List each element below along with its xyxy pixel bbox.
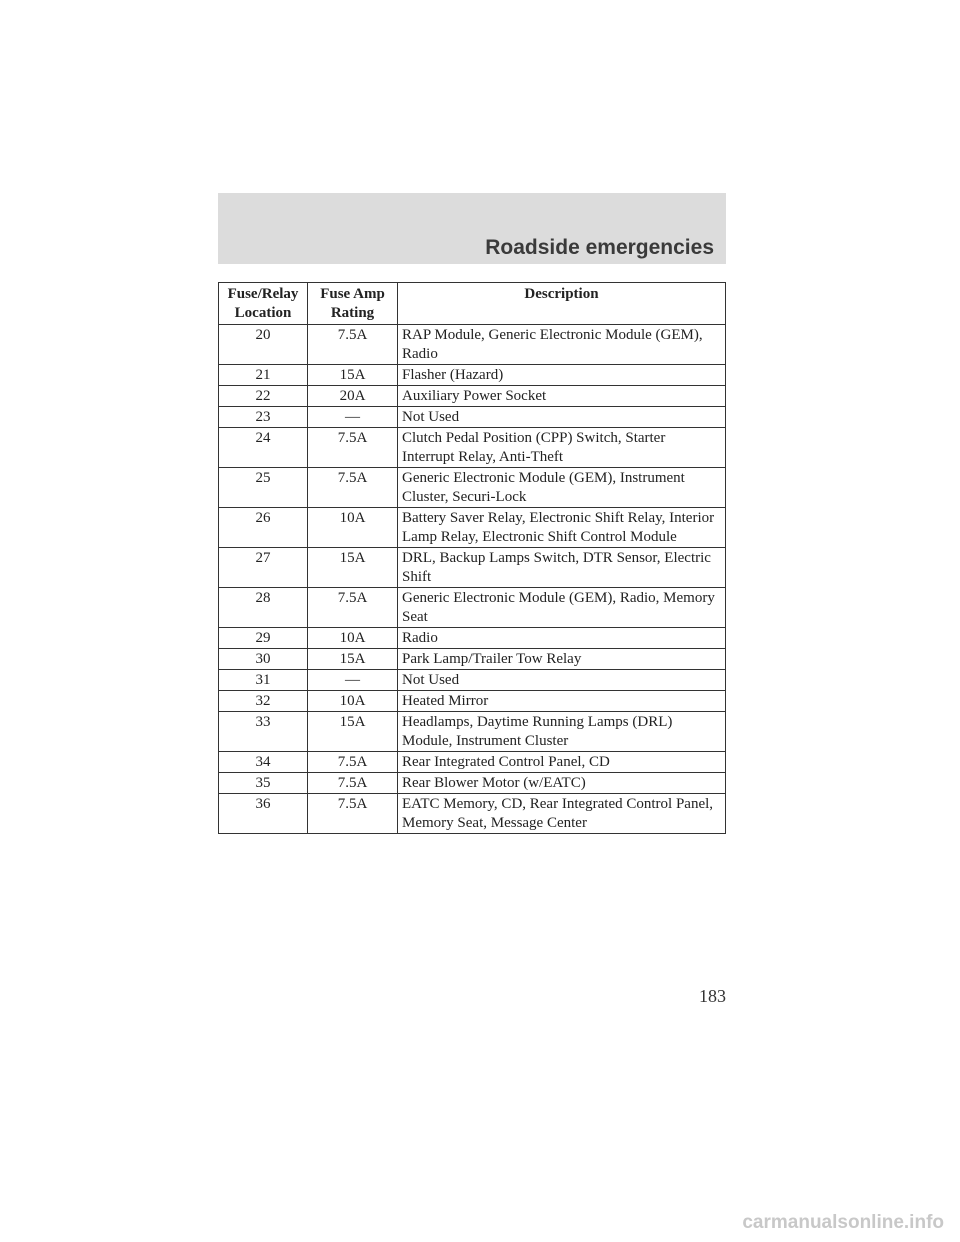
- section-header-band: [218, 193, 726, 264]
- header-line: Fuse/Relay: [227, 286, 299, 302]
- header-line: Fuse Amp: [320, 286, 385, 302]
- cell-description: Radio: [398, 628, 726, 649]
- table-row: [219, 628, 726, 649]
- cell-rating: —: [308, 670, 398, 691]
- table-row: [219, 752, 726, 773]
- cell-rating: 7.5A: [308, 773, 398, 794]
- cell-description: Not Used: [398, 670, 726, 691]
- cell-rating: 7.5A: [308, 325, 398, 365]
- cell-location: 25: [219, 468, 308, 508]
- cell-description: Rear Integrated Control Panel, CD: [398, 752, 726, 773]
- table-row: [219, 712, 726, 752]
- cell-rating: 10A: [308, 508, 398, 548]
- table-body: [219, 325, 726, 834]
- cell-rating: 7.5A: [308, 468, 398, 508]
- cell-description: Rear Blower Motor (w/EATC): [398, 773, 726, 794]
- section-title: Roadside emergencies: [485, 236, 714, 259]
- column-header-description: [398, 283, 726, 325]
- table-row: [219, 794, 726, 834]
- cell-rating: 15A: [308, 649, 398, 670]
- table-row: [219, 365, 726, 386]
- table-row: [219, 428, 726, 468]
- cell-location: 32: [219, 691, 308, 712]
- cell-location: 27: [219, 548, 308, 588]
- cell-location: 36: [219, 794, 308, 834]
- cell-location: 28: [219, 588, 308, 628]
- cell-description: Park Lamp/Trailer Tow Relay: [398, 649, 726, 670]
- header-line: Description: [524, 286, 599, 302]
- cell-location: 31: [219, 670, 308, 691]
- page-number: 183: [699, 986, 726, 1006]
- cell-description: RAP Module, Generic Electronic Module (GEM), Radio: [398, 325, 726, 365]
- table-row: [219, 548, 726, 588]
- cell-rating: 15A: [308, 548, 398, 588]
- cell-description: Generic Electronic Module (GEM), Instrument Cluster, Securi-Lock: [398, 468, 726, 508]
- cell-location: 22: [219, 386, 308, 407]
- cell-rating: —: [308, 407, 398, 428]
- table-row: [219, 468, 726, 508]
- column-header-rating: [308, 283, 398, 325]
- cell-location: 30: [219, 649, 308, 670]
- cell-description: Not Used: [398, 407, 726, 428]
- table-row: [219, 508, 726, 548]
- table-row: [219, 773, 726, 794]
- cell-location: 33: [219, 712, 308, 752]
- table-header-row: [219, 283, 726, 325]
- table-row: [219, 691, 726, 712]
- cell-rating: 7.5A: [308, 588, 398, 628]
- cell-rating: 20A: [308, 386, 398, 407]
- watermark: carmanualsonline.info: [742, 1212, 944, 1233]
- cell-location: 26: [219, 508, 308, 548]
- cell-location: 29: [219, 628, 308, 649]
- header-line: Location: [234, 305, 292, 321]
- cell-location: 24: [219, 428, 308, 468]
- header-line: Rating: [330, 305, 375, 321]
- cell-location: 21: [219, 365, 308, 386]
- cell-description: Battery Saver Relay, Electronic Shift Relay, Interior Lamp Relay, Electronic Shift Control Module: [398, 508, 726, 548]
- cell-description: Flasher (Hazard): [398, 365, 726, 386]
- cell-rating: 7.5A: [308, 428, 398, 468]
- table-row: [219, 588, 726, 628]
- column-header-location: [219, 283, 308, 325]
- cell-rating: 15A: [308, 712, 398, 752]
- cell-description: Headlamps, Daytime Running Lamps (DRL) Module, Instrument Cluster: [398, 712, 726, 752]
- cell-rating: 15A: [308, 365, 398, 386]
- cell-description: DRL, Backup Lamps Switch, DTR Sensor, Electric Shift: [398, 548, 726, 588]
- cell-rating: 10A: [308, 628, 398, 649]
- cell-location: 23: [219, 407, 308, 428]
- cell-description: Clutch Pedal Position (CPP) Switch, Starter Interrupt Relay, Anti-Theft: [398, 428, 726, 468]
- cell-rating: 7.5A: [308, 794, 398, 834]
- fuse-table: [218, 282, 726, 834]
- table-row: [219, 325, 726, 365]
- table-row: [219, 407, 726, 428]
- cell-rating: 10A: [308, 691, 398, 712]
- cell-description: EATC Memory, CD, Rear Integrated Control Panel, Memory Seat, Message Center: [398, 794, 726, 834]
- cell-description: Auxiliary Power Socket: [398, 386, 726, 407]
- table-row: [219, 670, 726, 691]
- cell-location: 35: [219, 773, 308, 794]
- cell-location: 34: [219, 752, 308, 773]
- cell-rating: 7.5A: [308, 752, 398, 773]
- cell-description: Generic Electronic Module (GEM), Radio, Memory Seat: [398, 588, 726, 628]
- cell-description: Heated Mirror: [398, 691, 726, 712]
- cell-location: 20: [219, 325, 308, 365]
- table-row: [219, 386, 726, 407]
- table-row: [219, 649, 726, 670]
